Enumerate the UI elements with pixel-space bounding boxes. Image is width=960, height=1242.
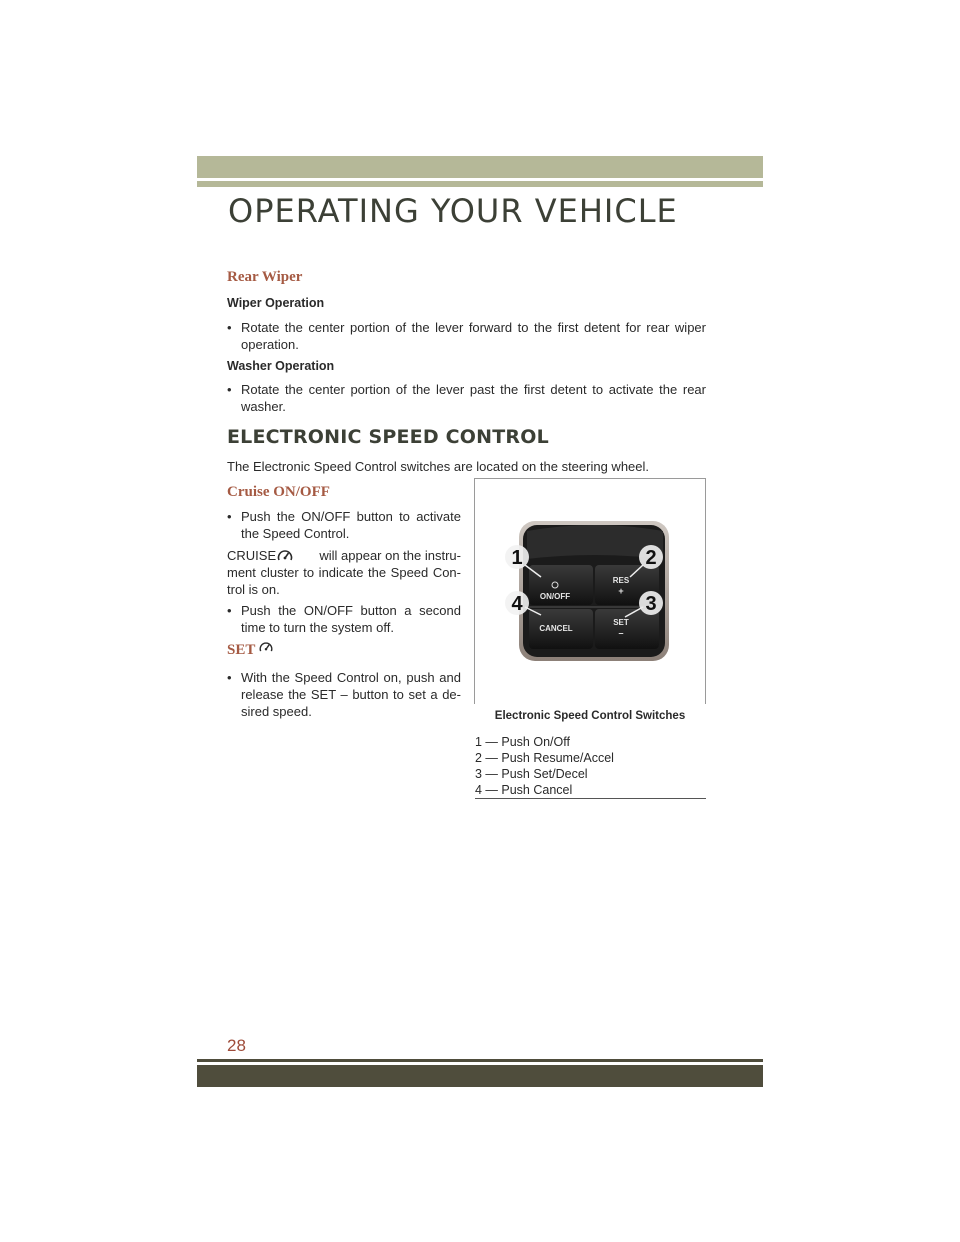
speed-control-intro: The Electronic Speed Control switches are located on the steering wheel.: [227, 459, 650, 474]
speed-control-switch-photo: [475, 479, 705, 704]
figure-caption: Electronic Speed Control Switches: [494, 710, 686, 722]
callout-1: 1: [511, 547, 523, 569]
washer-operation-bullet: • Rotate the center portion of the lever past the first detent to activate the rear washer.: [227, 382, 706, 414]
footer-band: [197, 1065, 763, 1087]
bullet-dot: •: [227, 670, 232, 685]
page-number: 28: [227, 1036, 246, 1055]
washer-operation-heading: Washer Operation: [227, 359, 335, 373]
cruise-indicator-icon: [276, 548, 294, 564]
callout-4: 4: [511, 593, 523, 615]
section-title: OPERATING YOUR VEHICLE: [228, 192, 678, 230]
cruise-indicator-paragraph: CRUISE will appear on the instru- ment cluster to indicate the Speed Con- trol is on.: [227, 548, 461, 597]
legend-item: 4 — Push Cancel: [475, 783, 573, 797]
figure-switches: [474, 478, 706, 704]
cruise-heading: Cruise ON/OFF: [227, 484, 330, 500]
bullet-dot: •: [227, 509, 232, 524]
header-rule: [197, 181, 763, 187]
res-switch-label: RES: [612, 576, 630, 585]
set-bullet: • With the Speed Control on, push and release the SET – button to set a de- sired speed.: [227, 670, 461, 719]
callout-3: 3: [645, 593, 657, 615]
figure-legend: [475, 734, 706, 798]
cruise-bullet-off: • Push the ON/OFF button a second time to turn the system off.: [227, 603, 461, 635]
set-switch-label: SET: [613, 618, 629, 627]
bullet-dot: •: [227, 603, 232, 618]
header-band: [197, 156, 763, 178]
wiper-operation-heading: Wiper Operation: [227, 296, 325, 310]
set-speed-icon: [258, 640, 274, 655]
cancel-switch-label: CANCEL: [539, 624, 573, 633]
res-switch-sign: +: [618, 586, 624, 596]
bullet-dot: •: [227, 320, 232, 335]
cruise-bullet-activate: • Push the ON/OFF button to activate the Speed Control.: [227, 509, 461, 541]
legend-item: 2 — Push Resume/Accel: [475, 751, 614, 765]
wiper-operation-bullet: • Rotate the center portion of the lever forward to the first detent for rear wiper operation.: [227, 320, 706, 352]
set-heading: SET: [227, 642, 274, 659]
on-off-switch-label: ON/OFF: [539, 592, 571, 601]
set-switch-sign: –: [618, 628, 624, 638]
footer-rule: [197, 1059, 763, 1062]
legend-item: 3 — Push Set/Decel: [475, 767, 588, 781]
bullet-dot: •: [227, 382, 232, 397]
legend-rule: [475, 798, 706, 799]
callout-2: 2: [645, 547, 657, 569]
speed-control-heading: ELECTRONIC SPEED CONTROL: [227, 426, 549, 448]
legend-item: 1 — Push On/Off: [475, 735, 570, 749]
rear-wiper-heading: Rear Wiper: [227, 269, 303, 285]
